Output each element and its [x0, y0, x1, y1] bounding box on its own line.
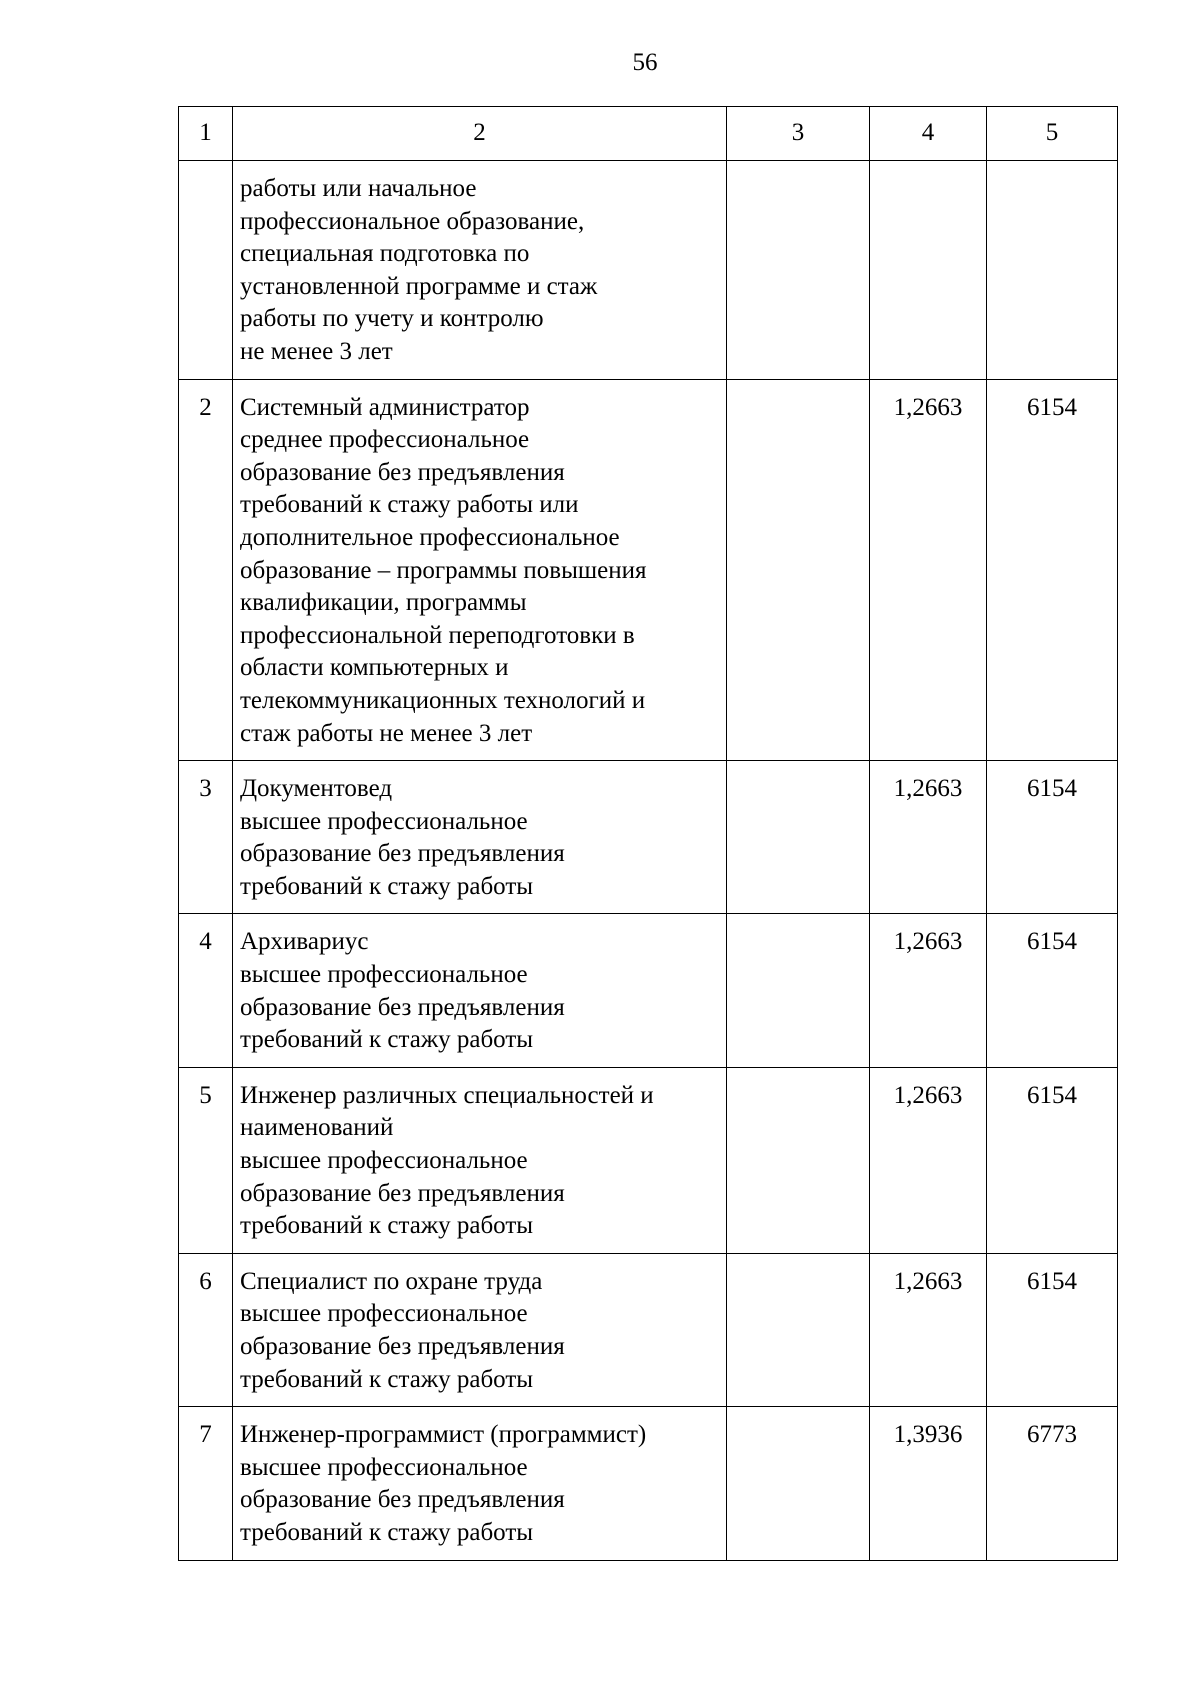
header-col-3: 3 — [727, 107, 870, 161]
description-line: квалификации, программы — [240, 589, 527, 617]
description-line: образование без предъявления — [240, 1486, 565, 1514]
column-3-cell — [727, 914, 870, 1067]
header-col-4: 4 — [870, 107, 987, 161]
description-line: Инженер различных специальностей и — [240, 1081, 654, 1109]
description-line: высшее профессиональное — [240, 1453, 528, 1481]
amount-cell — [987, 1067, 1118, 1253]
coefficient-cell — [870, 1067, 987, 1253]
amount-cell — [987, 1407, 1118, 1560]
table-row — [179, 1067, 1118, 1253]
amount-cell-text: 6154 — [1027, 393, 1077, 421]
amount-cell — [987, 379, 1118, 761]
description-line: требований к стажу работы — [240, 1365, 534, 1393]
amount-cell — [987, 761, 1118, 914]
description-line: работы по учету и контролю — [240, 305, 544, 333]
position-description-cell — [233, 914, 727, 1067]
table-row — [179, 761, 1118, 914]
description-line: требований к стажу работы или — [240, 491, 579, 519]
description-line: области компьютерных и — [240, 654, 509, 682]
table-row — [179, 914, 1118, 1067]
description-line: образование без предъявления — [240, 840, 565, 868]
table-row — [179, 161, 1118, 380]
header-col-1: 1 — [179, 107, 233, 161]
coefficient-cell — [870, 1407, 987, 1560]
description-line: профессиональной переподготовки в — [240, 621, 635, 649]
description-line: требований к стажу работы — [240, 872, 534, 900]
row-number-cell-text: 6 — [199, 1267, 212, 1295]
description-line: требований к стажу работы — [240, 1518, 534, 1546]
description-line: требований к стажу работы — [240, 1026, 534, 1054]
column-3-cell — [727, 379, 870, 761]
description-line: установленной программе и стаж — [240, 272, 598, 300]
table-header-row — [179, 107, 1118, 161]
position-description-cell — [233, 161, 727, 380]
position-description-cell — [233, 379, 727, 761]
description-line: образование – программы повышения — [240, 556, 647, 584]
description-line: образование без предъявления — [240, 1333, 565, 1360]
amount-cell-text: 6154 — [1027, 1267, 1077, 1295]
column-3-cell — [727, 761, 870, 914]
page-number: 56 — [632, 49, 658, 76]
position-description-cell — [233, 1253, 727, 1406]
amount-cell — [987, 914, 1118, 1067]
description-line: высшее профессиональное — [240, 1147, 528, 1175]
description-line: телекоммуникационных технологий и — [240, 686, 646, 714]
coefficient-cell-text: 1,2663 — [893, 775, 963, 803]
amount-cell-text: 6154 — [1027, 1081, 1077, 1109]
coefficient-cell-text: 1,3936 — [893, 1421, 963, 1449]
position-description-cell — [233, 1067, 727, 1253]
column-3-cell — [727, 1253, 870, 1406]
description-line: Документовед — [240, 775, 393, 803]
table-row — [179, 1407, 1118, 1560]
description-line: высшее профессиональное — [240, 807, 528, 835]
description-line: образование без предъявления — [240, 458, 565, 486]
coefficient-cell-text: 1,2663 — [893, 1081, 963, 1109]
amount-cell — [987, 161, 1118, 380]
table-body — [179, 161, 1118, 1561]
description-line: профессиональное образование, — [240, 207, 585, 235]
description-line: Системный администратор — [240, 393, 530, 421]
positions-table — [178, 106, 1118, 1561]
amount-cell-text: 6154 — [1027, 775, 1077, 803]
position-description-cell — [233, 761, 727, 914]
row-number-cell-text: 4 — [199, 928, 212, 956]
header-col-5: 5 — [987, 107, 1118, 161]
coefficient-cell — [870, 379, 987, 761]
description-line: не менее 3 лет — [240, 337, 393, 365]
row-number-cell — [179, 761, 233, 914]
row-number-cell-text: 2 — [199, 393, 212, 421]
coefficient-cell — [870, 761, 987, 914]
description-line: дополнительное профессиональное — [240, 523, 620, 551]
row-number-cell-text: 5 — [199, 1081, 212, 1109]
position-description-cell — [233, 1407, 727, 1560]
row-number-cell — [179, 1253, 233, 1406]
description-line: работы или начальное — [240, 175, 477, 202]
table-row — [179, 1253, 1118, 1406]
description-line: образование без предъявления — [240, 993, 565, 1021]
column-3-cell — [727, 1067, 870, 1253]
amount-cell — [987, 1253, 1118, 1406]
row-number-cell — [179, 161, 233, 380]
column-3-cell — [727, 1407, 870, 1560]
row-number-cell — [179, 379, 233, 761]
coefficient-cell-text: 1,2663 — [893, 1267, 963, 1295]
description-line: специальная подготовка по — [240, 240, 530, 268]
header-col-2: 2 — [233, 107, 727, 161]
row-number-cell-text: 3 — [199, 775, 212, 803]
description-line: высшее профессиональное — [240, 1300, 528, 1328]
description-line: образование без предъявления — [240, 1179, 565, 1207]
description-line: высшее профессиональное — [240, 961, 528, 989]
row-number-cell-text: 7 — [199, 1421, 212, 1449]
table-row — [179, 379, 1118, 761]
amount-cell-text: 6773 — [1027, 1421, 1077, 1449]
description-line: Специалист по охране труда — [240, 1267, 543, 1295]
description-line: наименований — [240, 1114, 394, 1142]
column-3-cell — [727, 161, 870, 380]
description-line: Инженер-программист (программист) — [240, 1421, 647, 1449]
amount-cell-text: 6154 — [1027, 928, 1077, 956]
coefficient-cell-text: 1,2663 — [893, 928, 963, 956]
description-line: Архивариус — [240, 928, 369, 956]
coefficient-cell — [870, 161, 987, 380]
row-number-cell — [179, 1407, 233, 1560]
coefficient-cell — [870, 1253, 987, 1406]
description-line: требований к стажу работы — [240, 1212, 534, 1240]
row-number-cell — [179, 914, 233, 1067]
coefficient-cell — [870, 914, 987, 1067]
description-line: среднее профессиональное — [240, 426, 530, 454]
coefficient-cell-text: 1,2663 — [893, 393, 963, 421]
row-number-cell — [179, 1067, 233, 1253]
description-line: стаж работы не менее 3 лет — [240, 719, 533, 747]
